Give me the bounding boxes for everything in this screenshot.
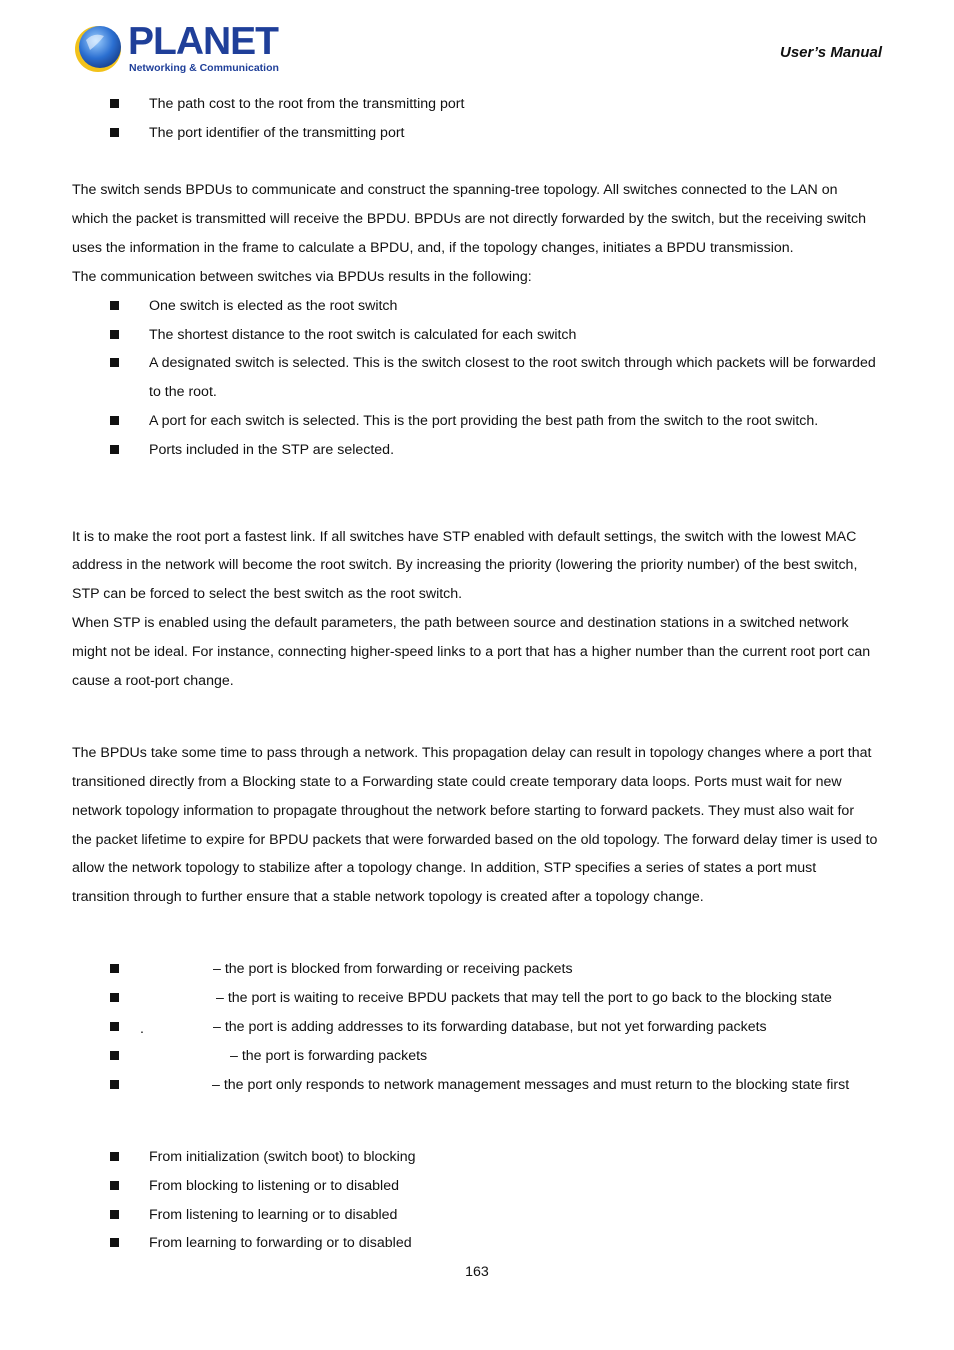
square-bullet-icon [110,1080,119,1089]
stray-mark: . [140,1021,144,1037]
paragraph-line: might not be ideal. For instance, connecting higher-speed links to a port that has a higher number than the current root port can [72,644,871,660]
brand-name: PLANET [128,20,278,63]
square-bullet-icon [110,1181,119,1190]
square-bullet-icon [110,993,119,1002]
page-number: 163 [465,1264,489,1280]
square-bullet-icon [110,1022,119,1031]
paragraph-line: the packet lifetime to expire for BPDU packets that were forwarded based on the old topology. The forward delay timer is used to [72,832,878,848]
square-bullet-icon [110,358,119,367]
square-bullet-icon [110,1051,119,1060]
paragraph-line: The BPDUs take some time to pass through a network. This propagation delay can result in topology changes where a port that [72,745,872,761]
paragraph-line: The switch sends BPDUs to communicate and construct the spanning-tree topology. All switches connected to the LAN on [72,182,838,198]
square-bullet-icon [110,330,119,339]
paragraph-line: cause a root-port change. [72,673,234,689]
paragraph-line: which the packet is transmitted will receive the BPDU. BPDUs are not directly forwarded by the switch, but the receiving switch [72,211,867,227]
planet-logo [72,20,279,78]
manual-title: User’s Manual [780,44,882,61]
paragraph-line: transition through to further ensure that a stable network topology is created after a topology change. [72,889,704,905]
square-bullet-icon [110,99,119,108]
paragraph-line: network topology information to propagate throughout the network before starting to forward packets. They must also wait for [72,803,855,819]
square-bullet-icon [110,128,119,137]
brand-tagline: Networking & Communication [129,62,279,74]
paragraph-line: The communication between switches via BPDUs results in the following: [72,269,532,285]
paragraph-line: allow the network topology to stabilize after a topology change. In addition, STP specifies a series of states a port must [72,860,817,876]
paragraph-line: It is to make the root port a fastest link. If all switches have STP enabled with default settings, the switch with the lowest MAC [72,529,857,545]
square-bullet-icon [110,301,119,310]
square-bullet-icon [110,1152,119,1161]
paragraph-line: STP can be forced to select the best switch as the root switch. [72,586,463,602]
square-bullet-icon [110,1210,119,1219]
paragraph-line: transitioned directly from a Blocking state to a Forwarding state could create temporary data loops. Ports must wait for new [72,774,842,790]
paragraph-line: uses the information in the frame to calculate a BPDU, and, if the topology changes, initiates a BPDU transmission. [72,240,794,256]
paragraph-line: When STP is enabled using the default parameters, the path between source and destination stations in a switched network [72,615,849,631]
paragraph-line: address in the network will become the root switch. By increasing the priority (lowering the priority number) of the best switch, [72,557,858,573]
square-bullet-icon [110,416,119,425]
square-bullet-icon [110,445,119,454]
square-bullet-icon [110,1238,119,1247]
square-bullet-icon [110,964,119,973]
